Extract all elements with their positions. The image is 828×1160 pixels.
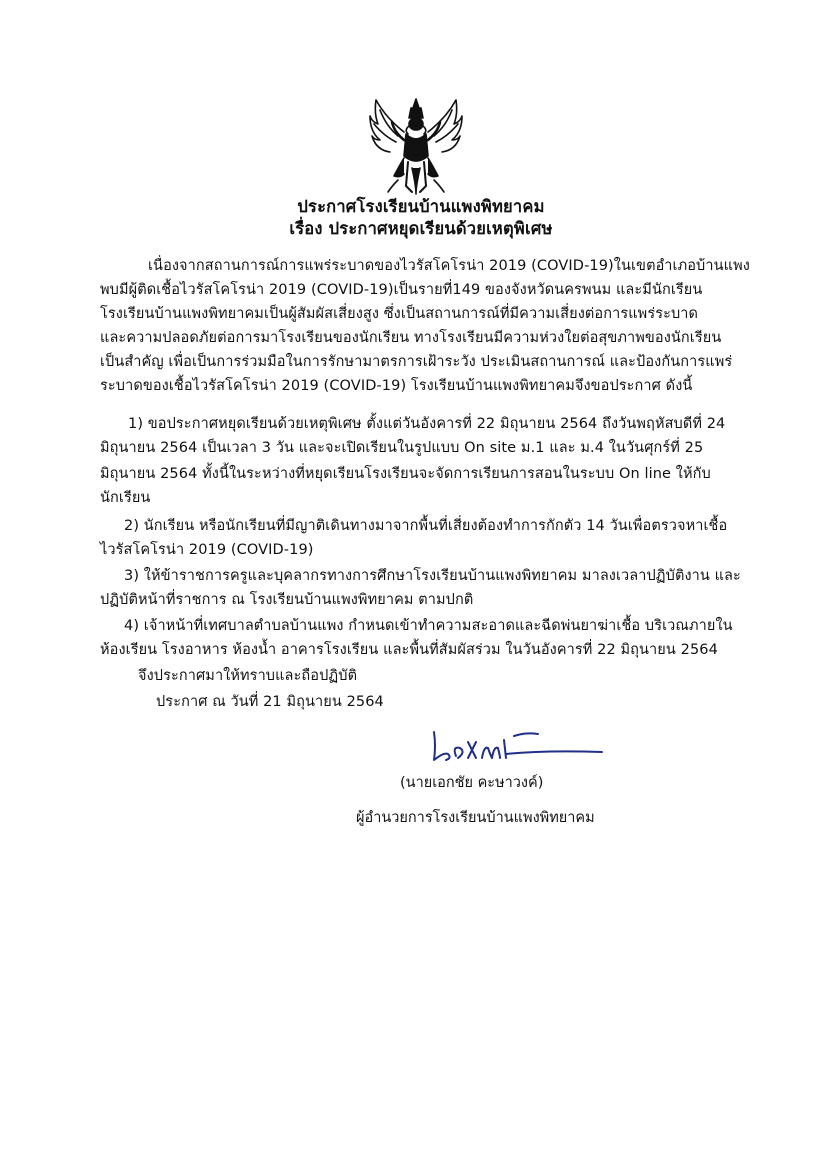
intro-line: และความปลอดภัยต่อการมาโรงเรียนของนักเรียน ทางโรงเรียนมีความห่วงใยต่อสุขภาพของนักเรียน (100, 330, 722, 346)
signer-position: ผู้อำนวยการโรงเรียนบ้านแพงพิทยาคม (356, 810, 595, 826)
intro-line: โรงเรียนบ้านแพงพิทยาคมเป็นผู้สัมผัสเสี่ยงสูง ซึ่งเป็นสถานการณ์ที่มีความเสี่ยงต่อการแพร่ระบาด (100, 306, 699, 322)
item-4-line: ห้องเรียน โรงอาหาร ห้องน้ำ อาคารโรงเรียน และพื้นที่สัมผัสร่วม ในวันอังคารที่ 22 มิถุนายน 2564 (100, 642, 718, 658)
signer-name: (นายเอกชัย คะษาวงค์) (400, 775, 544, 791)
item-4-line: 4) เจ้าหน้าที่เทศบาลตำบลบ้านแพง กำหนดเข้าทำความสะอาดและฉีดพ่นยาฆ่าเชื้อ บริเวณภายใน (124, 618, 733, 634)
announcement-subject: เรื่อง ประกาศหยุดเรียนด้วยเหตุพิเศษ (289, 219, 553, 238)
announcement-title: ประกาศโรงเรียนบ้านแพงพิทยาคม (297, 197, 545, 216)
item-1-line: 1) ขอประกาศหยุดเรียนด้วยเหตุพิเศษ ตั้งแต่วันอังคารที่ 22 มิถุนายน 2564 ถึงวันพฤหัสบดีที่ 24 (128, 416, 726, 432)
intro-line: เนื่องจากสถานการณ์การแพร่ระบาดของไวรัสโคโรน่า 2019 (COVID-19)ในเขตอำเภอบ้านแพง (148, 258, 750, 274)
intro-line: พบมีผู้ติดเชื้อไวรัสโคโรน่า 2019 (COVID-19)เป็นรายที่149 ของจังหวัดนครพนม และมีนักเรียน (100, 282, 703, 298)
intro-line: เป็นสำคัญ เพื่อเป็นการร่วมมือในการรักษามาตรการเฝ้าระวัง ประเมินสถานการณ์ และป้องกันการแพร่ (100, 354, 733, 370)
announcement-date: ประกาศ ณ วันที่ 21 มิถุนายน 2564 (156, 694, 384, 710)
intro-line: ระบาดของเชื้อไวรัสโคโรน่า 2019 (COVID-19) โรงเรียนบ้านแพงพิทยาคมจึงขอประกาศ ดังนี้ (100, 378, 693, 394)
item-1-line: นักเรียน (100, 490, 151, 506)
signature-icon (426, 728, 604, 768)
item-1-line: มิถุนายน 2564 ทั้งนี้ในระหว่างที่หยุดเรียนโรงเรียนจะจัดการเรียนการสอนในระบบ On line ให้กับ (100, 466, 711, 482)
item-3-line: 3) ให้ข้าราชการครูและบุคลากรทางการศึกษาโรงเรียนบ้านแพงพิทยาคม มาลงเวลาปฏิบัติงาน และ (124, 568, 741, 584)
item-1-line: มิถุนายน 2564 เป็นเวลา 3 วัน และจะเปิดเรียนในรูปแบบ On site ม.1 และ ม.4 ในวันศุกร์ที่ 25 (100, 440, 704, 456)
item-2-line: ไวรัสโคโรน่า 2019 (COVID-19) (100, 542, 314, 558)
item-3-line: ปฏิบัติหน้าที่ราชการ ณ โรงเรียนบ้านแพงพิทยาคม ตามปกติ (100, 592, 474, 608)
closing-notice: จึงประกาศมาให้ทราบและถือปฏิบัติ (138, 668, 358, 684)
garuda-emblem-icon (368, 96, 464, 196)
item-2-line: 2) นักเรียน หรือนักเรียนที่มีญาติเดินทางมาจากพื้นที่เสี่ยงต้องทำการกักตัว 14 วันเพื่อตรวจหาเชื้อ (124, 518, 728, 534)
